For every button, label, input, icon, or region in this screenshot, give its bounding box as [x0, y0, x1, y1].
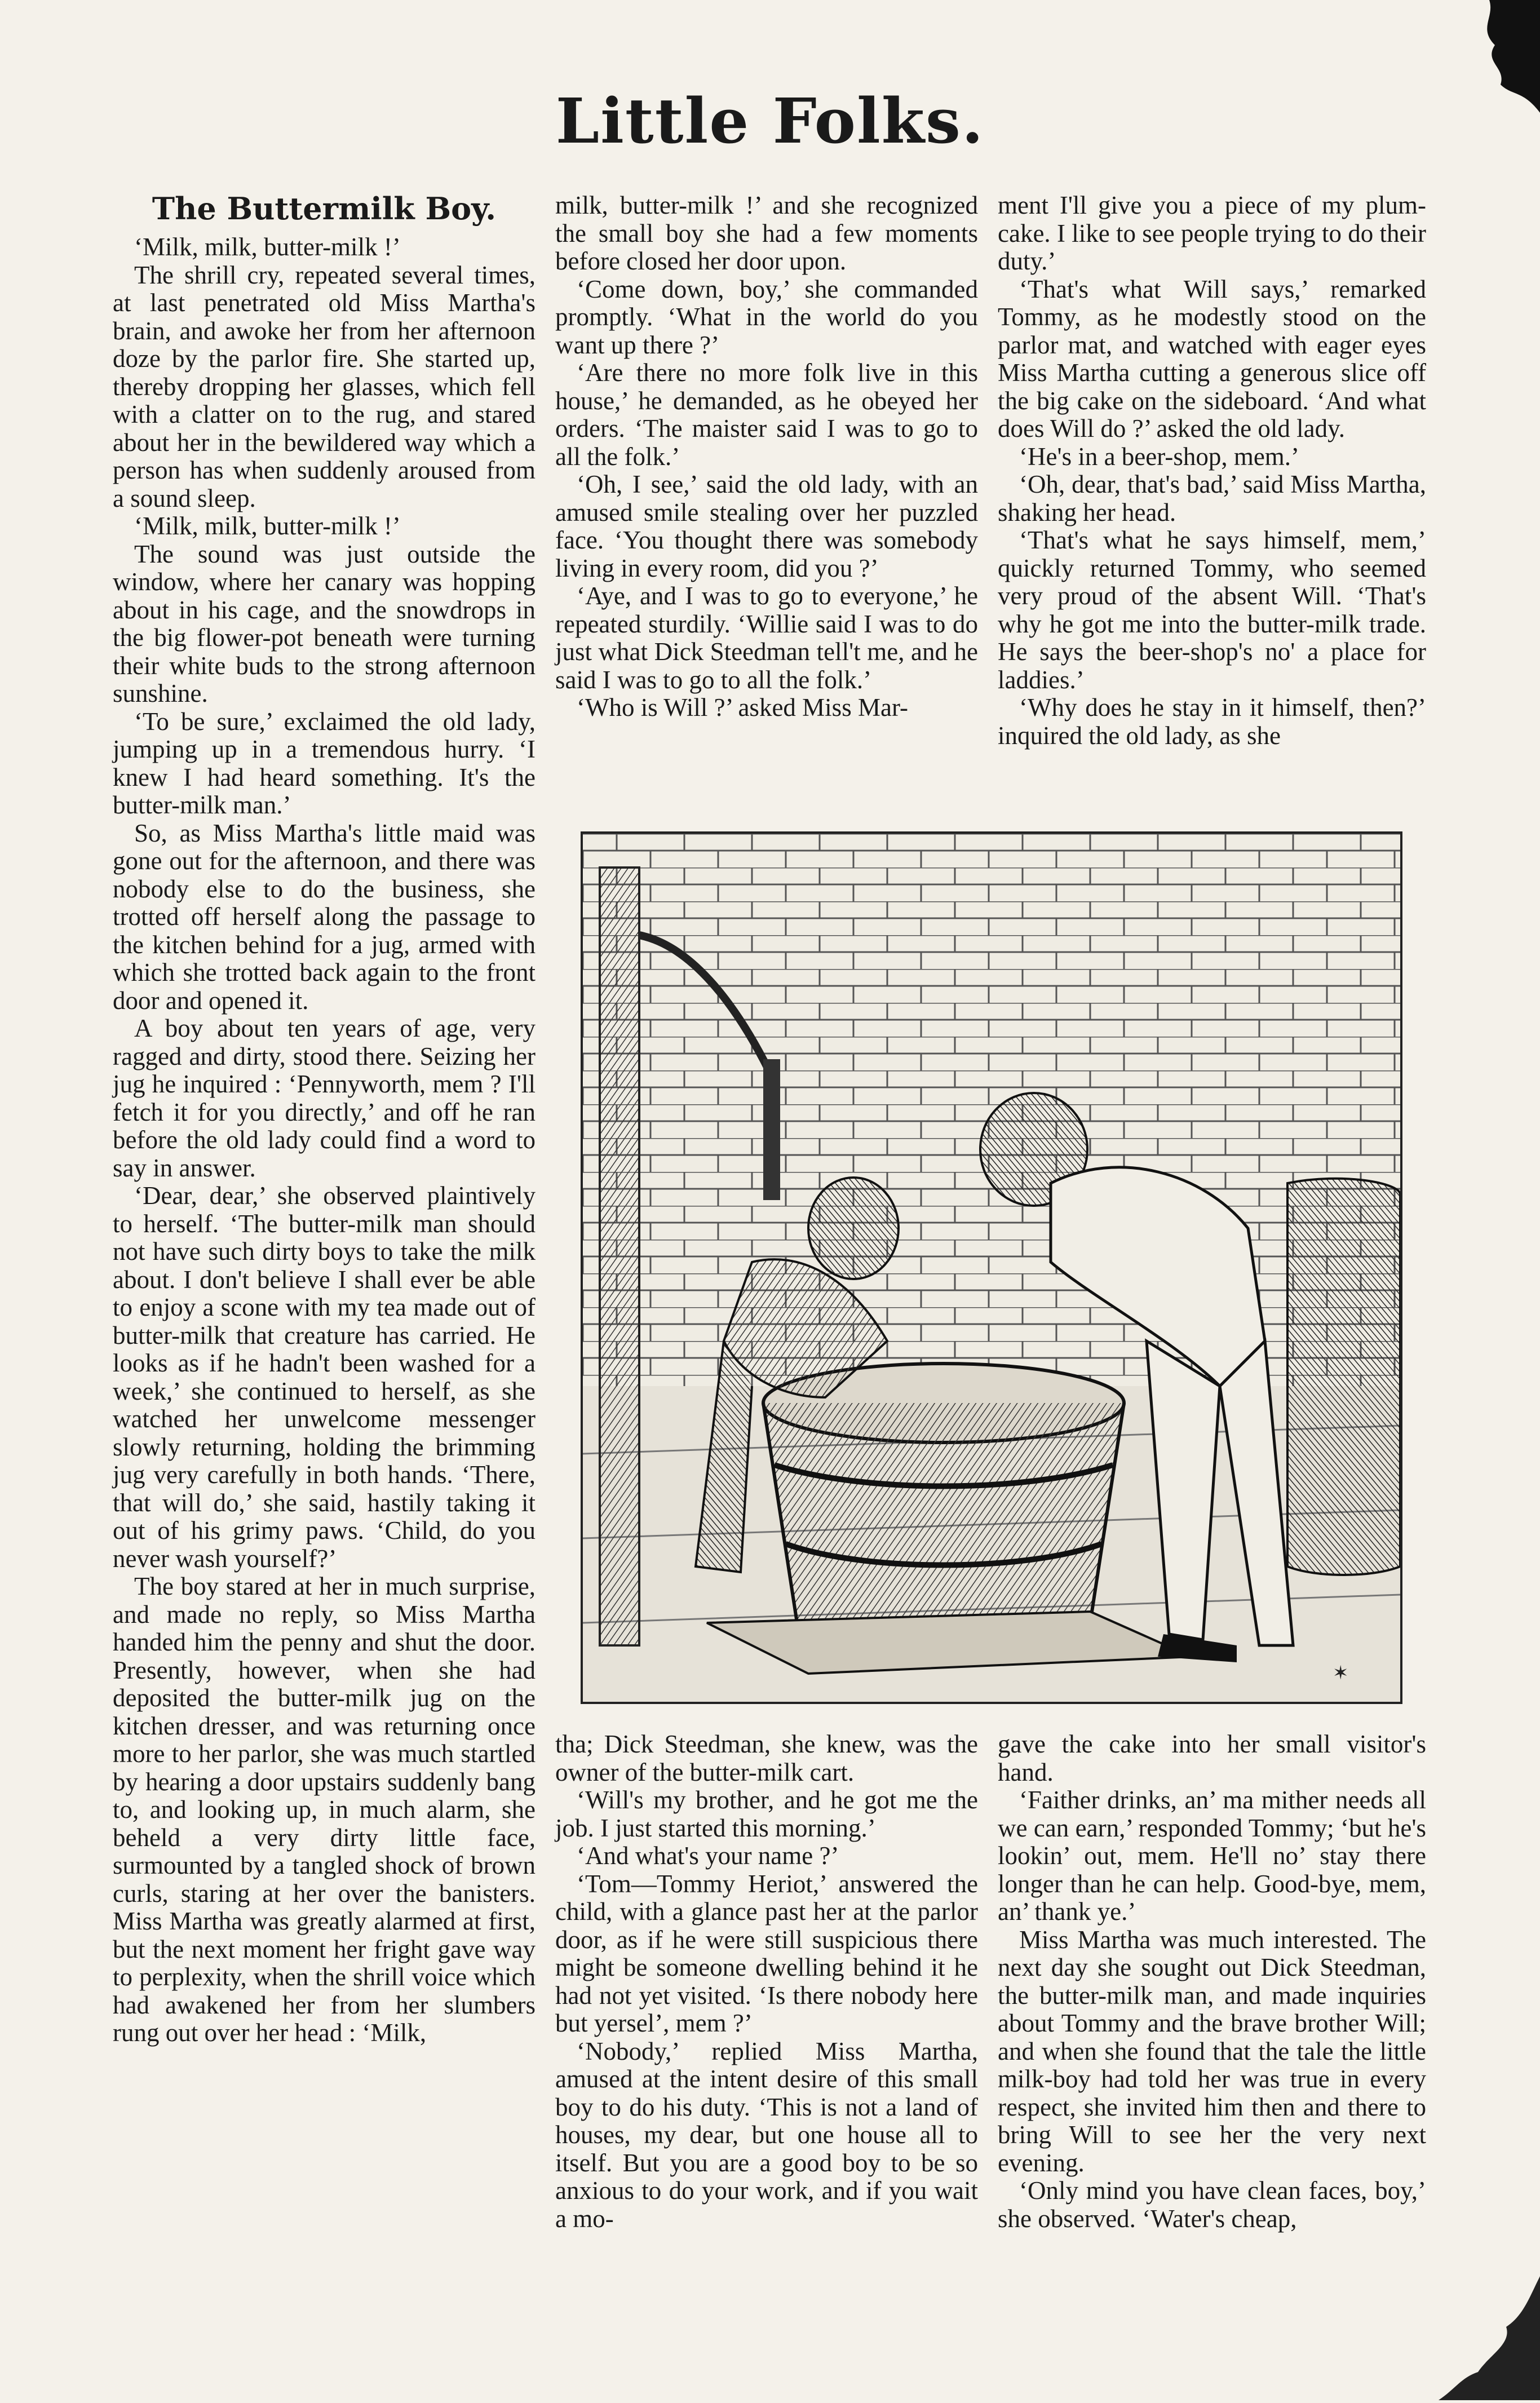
paragraph: ‘Faither drinks, an’ ma mither needs all we can earn,’ responded Tommy; ‘but he's lookin’ out, mem. He'll no’ stay there longer than he can help. Good-bye, mem, an’ thank ye.’	[998, 1786, 1426, 1926]
column-3-bottom	[998, 1731, 1426, 2305]
paragraph: ‘Are there no more folk live in this house,’ he demanded, as he obeyed her orders. ‘The maister said I was to go to all the folk.’	[555, 359, 978, 471]
column-2-bottom	[555, 1731, 978, 2305]
paragraph: ‘Milk, milk, butter-milk !’	[134, 512, 401, 540]
paragraph: ‘That's what he says himself, mem,’ quickly returned Tommy, who seemed very proud of the absent Will. ‘That's why he got me into the butter-milk trade. He says the beer-shop's no' a place for laddies.’	[998, 526, 1426, 694]
engraving-image	[583, 834, 1400, 1702]
paragraph: ‘That's what Will says,’ remarked Tommy, as he modestly stood on the parlor mat, and watched with eager eyes Miss Martha cutting a generous slice off the big cake on the sideboard. ‘And what does Will do ?’ asked the old lady.	[998, 275, 1426, 442]
illustration-two-boys-washing	[581, 831, 1402, 1704]
torn-corner-bottom-right	[1439, 2276, 1540, 2400]
page-title: Little Folks.	[555, 85, 985, 157]
svg-text:✶: ✶	[1333, 1662, 1349, 1684]
paragraph: ‘Why does he stay in it himself, then?’ inquired the old lady, as she	[998, 693, 1426, 750]
paragraph: A boy about ten years of age, very ragged and dirty, stood there. Seizing her jug he inquired : ‘Pennyworth, mem ? I'll fetch it for you directly,’ and off he ran before the old lady could find a word to say in answer.	[113, 1014, 536, 1182]
paragraph: ‘Oh, I see,’ said the old lady, with an amused smile stealing over her puzzled face. ‘You thought there was somebody living in every room, did you ?’	[555, 470, 978, 582]
article-heading: The Buttermilk Boy.	[152, 191, 497, 227]
paragraph: Miss Martha was much interested. The next day she sought out Dick Steedman, the butter-milk man, and made inquiries about Tommy and the brave brother Will; and when she found that the tale the little milk-boy had told her was true in every respect, she invited him then and there to bring Will to see her the very next evening.	[998, 1925, 1426, 2177]
paragraph: tha; Dick Steedman, she knew, was the owner of the butter-milk cart.	[555, 1730, 978, 1786]
paragraph: ‘Will's my brother, and he got me the job. I just started this morning.’	[555, 1786, 978, 1842]
paragraph: ‘And what's your name ?’	[577, 1842, 839, 1870]
paragraph: ‘Come down, boy,’ she commanded promptly. ‘What in the world do you want up there ?’	[555, 275, 978, 359]
paragraph: ‘He's in a beer-shop, mem.’	[1019, 442, 1300, 471]
paragraph: ‘Nobody,’ replied Miss Martha, amused at the intent desire of this small boy to do his duty. ‘This is not a land of houses, my dear, but one house all to itself. But you are a good boy to be so anxious to do your work, and if you wait a mo-	[555, 2037, 978, 2233]
column-2-top	[555, 192, 978, 817]
paragraph: ‘Who is Will ?’ asked Miss Mar-	[577, 693, 909, 722]
paragraph: milk, butter-milk !’ and she recognized the small boy she had a few moments before closed her door upon.	[555, 191, 978, 275]
column-1	[113, 192, 536, 2305]
paragraph: ‘To be sure,’ exclaimed the old lady, jumping up in a tremendous hurry. ‘I knew I had heard something. It's the butter-milk man.’	[113, 707, 536, 819]
column-3-top	[998, 192, 1426, 817]
paragraph: ‘Oh, dear, that's bad,’ said Miss Martha, shaking her head.	[998, 470, 1426, 526]
paragraph: ‘Milk, milk, butter-milk !’	[134, 233, 401, 261]
paragraph: ‘Tom—Tommy Heriot,’ answered the child, with a glance past her at the parlor door, as if he were still suspicious there might be someone dwelling behind it he had not yet visited. ‘Is there nobody here but yersel’, mem ?’	[555, 1869, 978, 2037]
paragraph: ‘Aye, and I was to go to everyone,’ he repeated sturdily. ‘Willie said I was to do just what Dick Steedman tell't me, and he said I was to go to all the folk.’	[555, 582, 978, 694]
paragraph: ‘Only mind you have clean faces, boy,’ she observed. ‘Water's cheap,	[998, 2176, 1426, 2233]
paragraph: gave the cake into her small visitor's hand.	[998, 1730, 1426, 1786]
paragraph: So, as Miss Martha's little maid was gone out for the afternoon, and there was nobody else to do the business, she trotted off herself along the passage to the kitchen behind for a jug, armed with which she trotted back again to the front door and opened it.	[113, 818, 536, 1015]
paragraph: ment I'll give you a piece of my plum-cake. I like to see people trying to do their duty.’	[998, 191, 1426, 275]
paragraph: ‘Dear, dear,’ she observed plaintively to herself. ‘The butter-milk man should not have such dirty boys to take the milk about. I don't believe I shall ever be able to enjoy a scone with my tea made out of butter-milk that creature has carried. He looks as if he hadn't been washed for a week,’ she continued to herself, as she watched her unwelcome messenger slowly returning, holding the brimming jug very carefully in both hands. ‘There, that will do,’ she said, hastily taking it out of his grimy paws. ‘Child, do you never wash yourself?’	[113, 1181, 536, 1573]
paragraph: The sound was just outside the window, where her canary was hopping about in his cage, and the snowdrops in the big flower-pot beneath were turning their white buds to the strong afternoon sunshine.	[113, 539, 536, 707]
paragraph: The shrill cry, repeated several times, at last penetrated old Miss Martha's brain, and awoke her from her afternoon doze by the parlor fire. She started up, thereby dropping her glasses, which fell with a clatter on to the rug, and stared about her in the bewildered way which a person has when suddenly aroused from a sound sleep.	[113, 260, 536, 512]
paragraph: The boy stared at her in much surprise, and made no reply, so Miss Martha handed him the penny and shut the door. Presently, however, when she had deposited the butter-milk jug on the kitchen dresser, and was returning once more to her parlor, she was much startled by hearing a door upstairs suddenly bang to, and looking up, in much alarm, she beheld a very dirty little face, surmounted by a tangled shock of brown curls, staring at her over the banisters. Miss Martha was greatly alarmed at first, but the next moment her fright gave way to perplexity, when the shrill voice which had awakened her from her slumbers rung out over her head : ‘Milk,	[113, 1572, 536, 2047]
